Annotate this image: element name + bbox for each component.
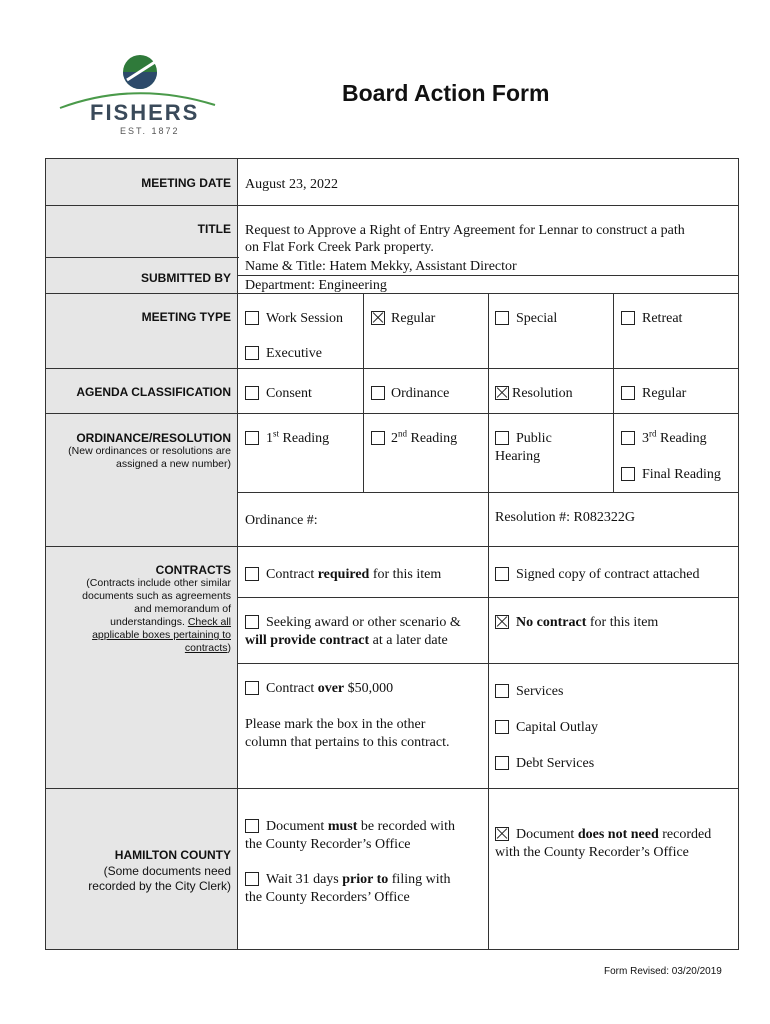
meeting-date-value: August 23, 2022 [245,177,338,192]
row-divider [45,257,239,258]
services-checkbox[interactable] [495,684,509,698]
col-divider [613,368,614,413]
no-contract-option [516,614,658,631]
hamilton-sub2: recorded by the City Clerk) [88,879,231,893]
second-reading-sup: nd [398,428,407,439]
seeking-award-checkbox[interactable] [245,615,259,629]
col-divider [363,413,364,492]
row-divider [45,368,739,369]
capital-outlay-checkbox[interactable] [495,720,509,734]
third-reading-text: Reading [660,431,707,446]
contracts-sub6-text: contracts [184,642,228,654]
contract-over-pre: Contract [266,681,315,696]
wait-pre: Wait 31 days [266,872,339,887]
logo-est: EST. 1872 [120,126,180,136]
regular-agenda-option: Regular [642,386,687,401]
work-session-option: Work Session [266,311,344,326]
regular-agenda-checkbox[interactable] [621,386,635,400]
signed-copy-option: Signed copy of contract attached [516,567,700,582]
contract-required-bold: required [317,567,370,582]
contracts-sub6-end: ) [227,642,231,654]
contracts-sub4 [110,616,231,629]
does-not-need-checkbox[interactable] [495,827,509,841]
must-record-line1 [266,818,455,835]
col-divider [488,293,489,368]
must-record-bold: must [327,819,358,834]
row-divider [45,413,739,414]
special-option: Special [516,311,558,326]
meeting-date-label: MEETING DATE [141,176,231,190]
col-divider [488,546,489,950]
col-divider [613,293,614,368]
seeking-award-post: at a later date [372,633,448,648]
regular-meeting-option: Regular [391,311,436,326]
capital-outlay-option: Capital Outlay [516,720,599,735]
contracts-sub5: applicable boxes pertaining to [92,629,231,641]
third-reading-num: 3 [642,431,649,446]
ordinance-resolution-label: ORDINANCE/RESOLUTION [76,431,231,445]
executive-checkbox[interactable] [245,346,259,360]
submitted-name-title: Name & Title: Hatem Mekky, Assistant Director [245,259,517,274]
services-option: Services [516,684,564,699]
first-reading-sup: st [273,428,280,439]
seeking-award-bold: will provide contract [245,633,370,648]
contracts-sub2: documents such as agreements [82,590,231,602]
wait-31-days-checkbox[interactable] [245,872,259,886]
first-reading-option [266,430,329,447]
contract-over-checkbox[interactable] [245,681,259,695]
contracts-sub1: (Contracts include other similar [86,577,231,589]
contracts-sub4-plain: understandings. [110,616,185,628]
contract-over-option [266,680,393,697]
seeking-award-line1: Seeking award or other scenario & [266,615,461,630]
ordinance-option: Ordinance [391,386,450,401]
seeking-award-line2 [245,632,448,649]
second-reading-option [391,430,457,447]
contract-required-option [266,566,441,583]
title-label: TITLE [197,222,231,236]
form-revised: Form Revised: 03/20/2019 [604,966,722,977]
public-hearing-checkbox[interactable] [495,431,509,445]
col-divider [363,293,364,368]
third-reading-option [642,430,707,447]
third-reading-sup: rd [649,428,657,439]
special-checkbox[interactable] [495,311,509,325]
resolution-option: Resolution [512,386,573,401]
row-divider [45,205,739,206]
first-reading-num: 1 [266,431,273,446]
debt-services-checkbox[interactable] [495,756,509,770]
public-hearing-line1: Public [516,431,552,446]
final-reading-option: Final Reading [642,467,721,482]
please-mark-line2: column that pertains to this contract. [245,735,450,750]
form-title: Board Action Form [342,80,550,106]
hamilton-county-label: HAMILTON COUNTY [114,848,231,862]
must-record-checkbox[interactable] [245,819,259,833]
meeting-type-label: MEETING TYPE [141,310,231,324]
no-contract-post: for this item [589,615,659,630]
signed-copy-checkbox[interactable] [495,567,509,581]
not-need-bold: does not need [577,827,659,842]
consent-checkbox[interactable] [245,386,259,400]
final-reading-checkbox[interactable] [621,467,635,481]
ordinance-resolution-sub2: assigned a new number) [116,458,231,470]
debt-services-option: Debt Services [516,756,595,771]
contracts-label: CONTRACTS [155,563,231,577]
first-reading-text: Reading [282,431,330,446]
wait-bold: prior to [342,872,389,887]
contracts-sub6 [185,642,231,655]
logo-text: FISHERS [90,100,200,125]
executive-option: Executive [266,346,322,361]
contract-required-pre: Contract [266,567,315,582]
not-need-pre: Document [516,827,575,842]
ordinance-checkbox[interactable] [371,386,385,400]
ordinance-number-field[interactable]: Ordinance #: [245,513,318,528]
third-reading-checkbox[interactable] [621,431,635,445]
not-need-post: recorded [662,827,712,842]
submitted-department: Department: Engineering [245,278,387,293]
retreat-option: Retreat [642,311,683,326]
resolution-checkbox[interactable] [495,386,509,400]
second-reading-num: 2 [391,431,398,446]
does-not-need-line2: with the County Recorder’s Office [495,845,689,860]
contract-required-post: for this item [372,567,442,582]
no-contract-bold: No contract [516,615,587,630]
wait-31-days-line2: the County Recorders’ Office [245,890,410,905]
row-divider [45,546,739,547]
does-not-need-line1 [516,826,711,843]
contracts-sub4-link: Check all [187,616,231,628]
first-reading-checkbox[interactable] [245,431,259,445]
row-divider [45,788,739,789]
title-value-line2: on Flat Fork Creek Park property. [245,240,434,255]
hamilton-sub1: (Some documents need [103,864,231,878]
retreat-checkbox[interactable] [621,311,635,325]
contracts-sub3: and memorandum of [134,603,231,615]
must-record-post: be recorded with [360,819,455,834]
title-value-line1: Request to Approve a Right of Entry Agreement for Lennar to construct a path [245,223,685,238]
ordinance-resolution-sub1: (New ordinances or resolutions are [68,445,231,457]
wait-post: filing with [391,872,451,887]
col-divider [613,413,614,492]
wait-31-days-line1 [266,871,451,888]
row-divider [238,275,739,276]
no-contract-checkbox[interactable] [495,615,509,629]
col-divider [488,413,489,546]
col-divider [363,368,364,413]
consent-option: Consent [266,386,312,401]
must-record-line2: the County Recorder’s Office [245,837,411,852]
public-hearing-line2: Hearing [495,449,541,464]
col-divider [488,368,489,413]
must-record-pre: Document [266,819,325,834]
contract-over-post: $50,000 [347,681,394,696]
please-mark-line1: Please mark the box in the other [245,717,426,732]
regular-meeting-checkbox[interactable] [371,311,385,325]
submitted-by-label: SUBMITTED BY [141,271,231,285]
second-reading-checkbox[interactable] [371,431,385,445]
work-session-checkbox[interactable] [245,311,259,325]
contract-required-checkbox[interactable] [245,567,259,581]
agenda-classification-label: AGENDA CLASSIFICATION [76,385,231,399]
second-reading-text: Reading [410,431,458,446]
contract-over-bold: over [317,681,345,696]
resolution-number-field[interactable]: Resolution #: R082322G [495,510,636,525]
row-divider [45,293,739,294]
